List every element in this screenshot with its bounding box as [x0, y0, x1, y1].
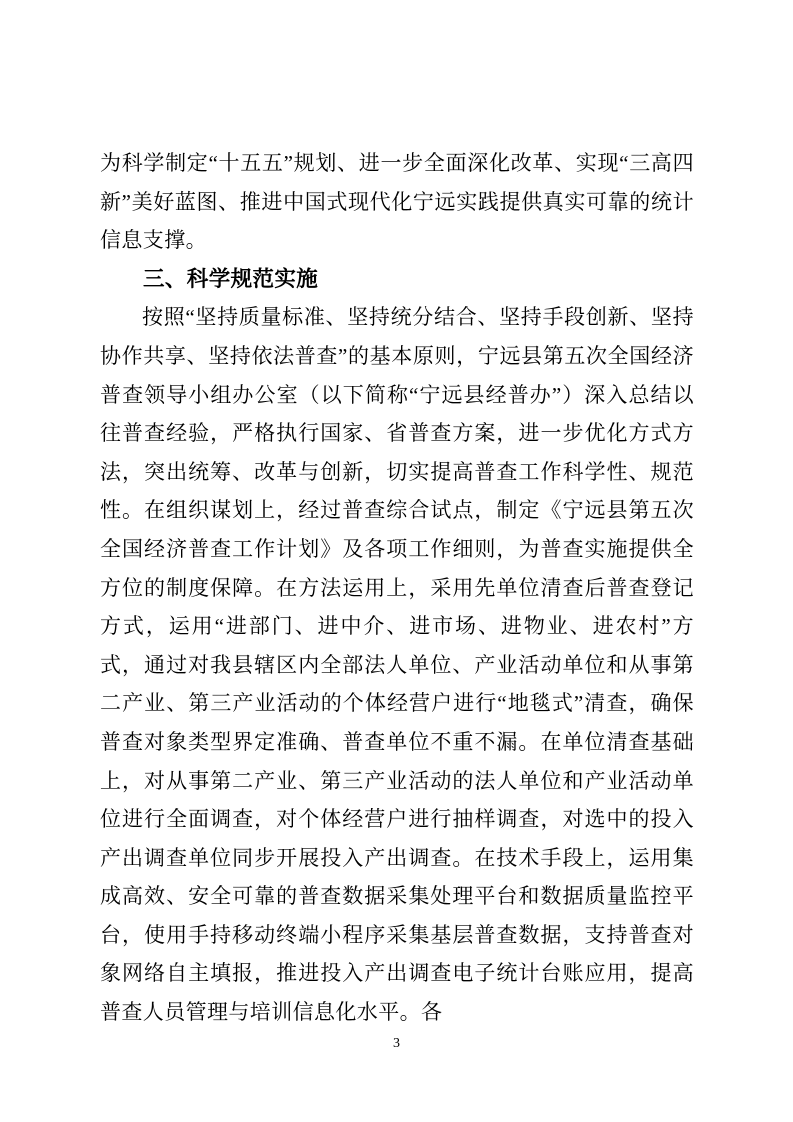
page-content: [100, 144, 694, 1032]
paragraph-continued: 为科学制定“十五五”规划、进一步全面深化改革、实现“三高四新”美好蓝图、推进中国式现代化宁远实践提供真实可靠的统计信息支撑。: [100, 151, 694, 253]
paragraph-body: 按照“坚持质量标准、坚持统分结合、坚持手段创新、坚持协作共享、坚持依法普查”的基本原则，宁远县第五次全国经济普查领导小组办公室（以下简称“宁远县经普办”）深入总结以往普查经验，严格执行国家、省普查方案，进一步优化方式方法，突出统筹、改革与创新，切实提高普查工作科学性、规范性。在组织谋划上，经过普查综合试点，制定《宁远县第五次全国经济普查工作计划》及各项工作细则，为普查实施提供全方位的制度保障。在方法运用上，采用先单位清查后普查登记方式，运用“进部门、进中介、进市场、进物业、进农村”方式，通过对我县辖区内全部法人单位、产业活动单位和从事第二产业、第三产业活动的个体经营户进行“地毯式”清查，确保普查对象类型界定准确、普查单位不重不漏。在单位清查基础上，对从事第二产业、第三产业活动的法人单位和产业活动单位进行全面调查，对个体经营户进行抽样调查，对选中的投入产出调查单位同步开展投入产出调查。在技术手段上，运用集成高效、安全可靠的普查数据采集处理平台和数据质量监控平台，使用手持移动终端小程序采集基层普查数据，支持普查对象网络自主填报，推进投入产出调查电子统计台账应用，提高普查人员管理与培训信息化水平。各: [100, 305, 694, 1025]
section-heading: 三、科学规范实施: [143, 266, 319, 291]
page-number: 3: [393, 1036, 400, 1051]
